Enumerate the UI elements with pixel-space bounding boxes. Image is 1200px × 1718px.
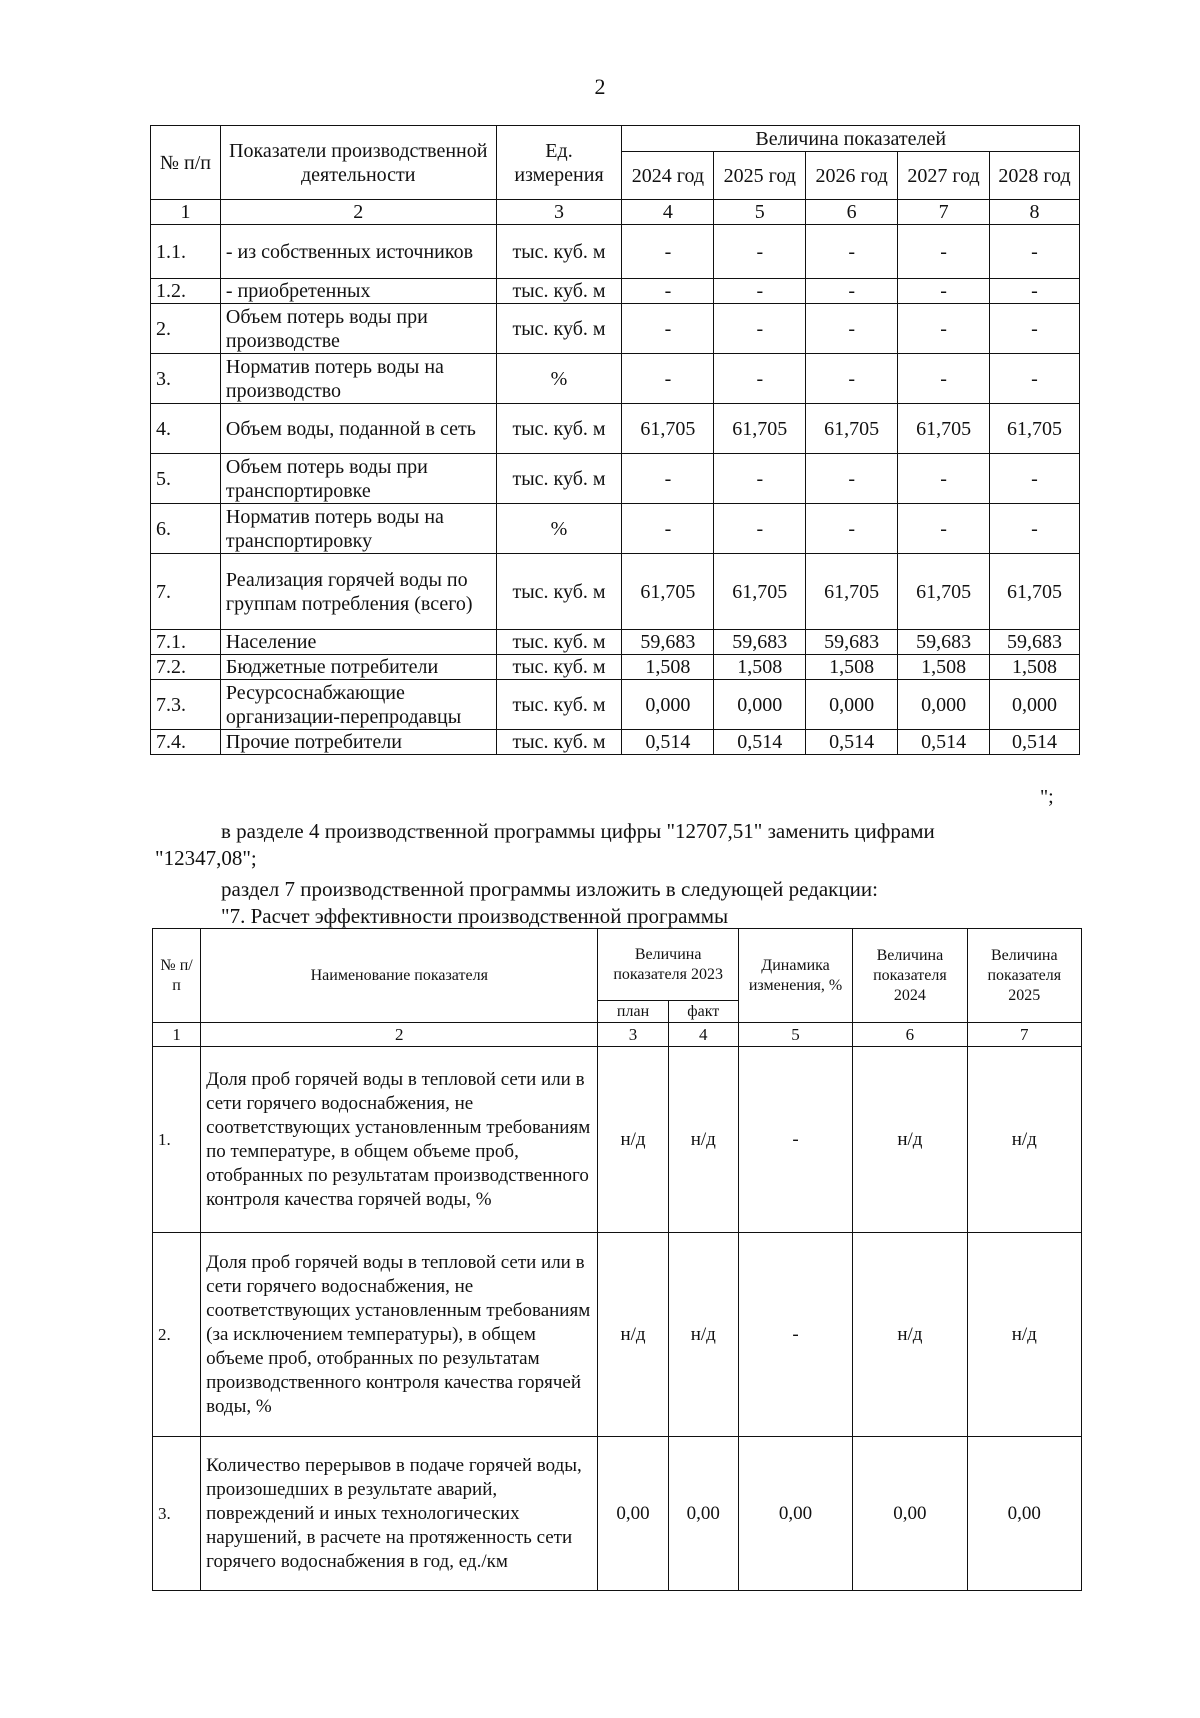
row-value: н/д — [967, 1047, 1081, 1233]
header-indicator: Показатели производственной деятельности — [220, 126, 496, 200]
row-value: 0,000 — [806, 680, 898, 730]
row-value: 61,705 — [898, 554, 990, 630]
row-number: 2. — [151, 304, 221, 354]
row-number: 6. — [151, 504, 221, 554]
table-row — [151, 554, 1080, 630]
row-value: 0,514 — [806, 730, 898, 755]
row-indicator: Ресурсоснабжающие организации-перепродавцы — [220, 680, 496, 730]
row-indicator: Объем воды, поданной в сеть — [220, 404, 496, 454]
row-value: 0,000 — [898, 680, 990, 730]
row-value: 61,705 — [622, 404, 714, 454]
row-indicator: Объем потерь воды при производстве — [220, 304, 496, 354]
row-value: 61,705 — [714, 404, 806, 454]
row-value: 0,514 — [990, 730, 1080, 755]
col-number: 7 — [967, 1023, 1081, 1047]
row-indicator: - из собственных источников — [220, 225, 496, 279]
row-value: 0,514 — [622, 730, 714, 755]
row-indicator: Реализация горячей воды по группам потребления (всего) — [220, 554, 496, 630]
row-unit: тыс. куб. м — [496, 454, 622, 504]
row-number: 7.3. — [151, 680, 221, 730]
row-value: 0,514 — [714, 730, 806, 755]
row-indicator-name: Доля проб горячей воды в тепловой сети или в сети горячего водоснабжения, не соответствующих установленным требованиям (за исключением температуры), в общем объеме проб, отобранных по результатам производственного контроля качества горячей воды, % — [201, 1233, 598, 1437]
row-value: 59,683 — [990, 630, 1080, 655]
row-value: 59,683 — [622, 630, 714, 655]
row-value: 61,705 — [714, 554, 806, 630]
row-unit: тыс. куб. м — [496, 730, 622, 755]
header-year: 2027 год — [898, 152, 990, 200]
row-value: - — [714, 304, 806, 354]
row-indicator-name: Доля проб горячей воды в тепловой сети или в сети горячего водоснабжения, не соответствующих установленным требованиям по температуре, в общем объеме проб, отобранных по результатам производственного контроля качества горячей воды, % — [201, 1047, 598, 1233]
row-value: - — [622, 354, 714, 404]
header-year: 2025 год — [714, 152, 806, 200]
row-unit: % — [496, 504, 622, 554]
row-value: - — [622, 225, 714, 279]
row-number: 3. — [151, 354, 221, 404]
table-row — [151, 404, 1080, 454]
col-number: 1 — [151, 200, 221, 225]
row-value: - — [622, 304, 714, 354]
row-value: 1,508 — [714, 655, 806, 680]
row-number: 3. — [153, 1437, 201, 1591]
row-value: - — [714, 454, 806, 504]
row-value: н/д — [598, 1047, 668, 1233]
row-value: - — [622, 454, 714, 504]
row-number: 1. — [153, 1047, 201, 1233]
table-row — [151, 504, 1080, 554]
row-value: - — [714, 504, 806, 554]
row-value: - — [898, 225, 990, 279]
table-row — [151, 655, 1080, 680]
row-indicator: Объем потерь воды при транспортировке — [220, 454, 496, 504]
header-value-2025: Величина показателя 2025 — [967, 929, 1081, 1023]
row-value: н/д — [668, 1047, 738, 1233]
col-number: 4 — [668, 1023, 738, 1047]
row-value: - — [806, 354, 898, 404]
row-value: - — [738, 1233, 852, 1437]
header-num: № п/п — [151, 126, 221, 200]
row-value: 0,000 — [990, 680, 1080, 730]
table-row — [153, 1047, 1082, 1233]
col-number: 7 — [898, 200, 990, 225]
col-number: 6 — [853, 1023, 967, 1047]
row-value: 59,683 — [806, 630, 898, 655]
header-values-group: Величина показателей — [622, 126, 1080, 152]
table-row — [151, 630, 1080, 655]
row-value: 61,705 — [990, 554, 1080, 630]
row-indicator: Норматив потерь воды на производство — [220, 354, 496, 404]
row-unit: тыс. куб. м — [496, 554, 622, 630]
column-numbers-row — [151, 200, 1080, 225]
row-value: н/д — [598, 1233, 668, 1437]
row-value: н/д — [668, 1233, 738, 1437]
header-plan: план — [598, 1001, 668, 1023]
row-value: 61,705 — [806, 404, 898, 454]
table-row — [151, 279, 1080, 304]
header-num: № п/п — [153, 929, 201, 1023]
row-value: - — [990, 454, 1080, 504]
header-value-2024: Величина показателя 2024 — [853, 929, 967, 1023]
header-indicator-name: Наименование показателя — [201, 929, 598, 1023]
row-value: - — [714, 354, 806, 404]
row-value: - — [990, 354, 1080, 404]
row-value: - — [898, 279, 990, 304]
paragraph-section7-title: "7. Расчет эффективности производственной программы — [221, 904, 729, 928]
page-number: 2 — [594, 74, 606, 99]
row-value: - — [898, 304, 990, 354]
row-value: - — [806, 504, 898, 554]
row-number: 5. — [151, 454, 221, 504]
row-indicator: Прочие потребители — [220, 730, 496, 755]
row-number: 1.1. — [151, 225, 221, 279]
row-value: 1,508 — [898, 655, 990, 680]
row-unit: % — [496, 354, 622, 404]
row-unit: тыс. куб. м — [496, 225, 622, 279]
row-value: н/д — [853, 1047, 967, 1233]
header-unit: Ед. измерения — [496, 126, 622, 200]
row-value: - — [806, 279, 898, 304]
table-row — [151, 225, 1080, 279]
column-numbers-row — [153, 1023, 1082, 1047]
row-value: - — [806, 225, 898, 279]
row-value: 61,705 — [806, 554, 898, 630]
row-unit: тыс. куб. м — [496, 680, 622, 730]
row-number: 2. — [153, 1233, 201, 1437]
row-value: 1,508 — [990, 655, 1080, 680]
row-number: 7.4. — [151, 730, 221, 755]
row-value: 0,00 — [598, 1437, 668, 1591]
row-value: - — [622, 504, 714, 554]
header-year: 2026 год — [806, 152, 898, 200]
closing-quote: "; — [1040, 786, 1054, 808]
row-number: 1.2. — [151, 279, 221, 304]
row-value: 59,683 — [714, 630, 806, 655]
row-value: - — [806, 454, 898, 504]
production-indicators-table — [150, 125, 1080, 755]
col-number: 8 — [990, 200, 1080, 225]
row-value: 61,705 — [622, 554, 714, 630]
efficiency-table — [152, 928, 1082, 1591]
row-value: 0,000 — [714, 680, 806, 730]
table-row — [151, 304, 1080, 354]
header-fact: факт — [668, 1001, 738, 1023]
row-value: - — [738, 1047, 852, 1233]
row-value: 1,508 — [622, 655, 714, 680]
row-value: - — [898, 504, 990, 554]
col-number: 3 — [496, 200, 622, 225]
row-unit: тыс. куб. м — [496, 279, 622, 304]
row-value: 59,683 — [898, 630, 990, 655]
row-value: 0,00 — [738, 1437, 852, 1591]
row-indicator-name: Количество перерывов в подаче горячей воды, произошедших в результате аварий, повреждений и иных технологических нарушений, в расчете на протяженность сети горячего водоснабжения в год, ед./км — [201, 1437, 598, 1591]
col-number: 1 — [153, 1023, 201, 1047]
header-year: 2028 год — [990, 152, 1080, 200]
table-row — [153, 1437, 1082, 1591]
row-indicator: - приобретенных — [220, 279, 496, 304]
table-row — [151, 730, 1080, 755]
col-number: 5 — [714, 200, 806, 225]
paragraph-section4-value: "12347,08"; — [155, 846, 257, 870]
row-value: 1,508 — [806, 655, 898, 680]
row-unit: тыс. куб. м — [496, 404, 622, 454]
row-indicator: Бюджетные потребители — [220, 655, 496, 680]
row-value: 61,705 — [898, 404, 990, 454]
row-value: - — [990, 225, 1080, 279]
row-indicator: Население — [220, 630, 496, 655]
header-dynamics: Динамика изменения, % — [738, 929, 852, 1023]
col-number: 2 — [220, 200, 496, 225]
row-value: 0,00 — [668, 1437, 738, 1591]
table-row — [151, 680, 1080, 730]
row-value: - — [806, 304, 898, 354]
col-number: 4 — [622, 200, 714, 225]
col-number: 6 — [806, 200, 898, 225]
row-unit: тыс. куб. м — [496, 304, 622, 354]
row-number: 4. — [151, 404, 221, 454]
paragraph-section4: в разделе 4 производственной программы цифры "12707,51" заменить цифрами — [221, 819, 935, 843]
row-value: - — [990, 504, 1080, 554]
table-row — [153, 1233, 1082, 1437]
row-value: - — [990, 304, 1080, 354]
row-value: 61,705 — [990, 404, 1080, 454]
row-value: - — [898, 454, 990, 504]
row-unit: тыс. куб. м — [496, 630, 622, 655]
row-value: 0,00 — [967, 1437, 1081, 1591]
row-value: - — [622, 279, 714, 304]
row-value: н/д — [967, 1233, 1081, 1437]
row-unit: тыс. куб. м — [496, 655, 622, 680]
table-row — [151, 454, 1080, 504]
row-number: 7. — [151, 554, 221, 630]
row-value: - — [898, 354, 990, 404]
row-indicator: Норматив потерь воды на транспортировку — [220, 504, 496, 554]
row-value: - — [714, 279, 806, 304]
row-number: 7.2. — [151, 655, 221, 680]
col-number: 3 — [598, 1023, 668, 1047]
row-value: н/д — [853, 1233, 967, 1437]
row-value: 0,00 — [853, 1437, 967, 1591]
row-value: - — [714, 225, 806, 279]
col-number: 5 — [738, 1023, 852, 1047]
header-year: 2024 год — [622, 152, 714, 200]
row-value: 0,514 — [898, 730, 990, 755]
paragraph-section7: раздел 7 производственной программы изложить в следующей редакции: — [221, 877, 878, 901]
row-number: 7.1. — [151, 630, 221, 655]
row-value: - — [990, 279, 1080, 304]
col-number: 2 — [201, 1023, 598, 1047]
header-value-2023: Величина показателя 2023 — [598, 929, 738, 1001]
row-value: 0,000 — [622, 680, 714, 730]
table-row — [151, 354, 1080, 404]
